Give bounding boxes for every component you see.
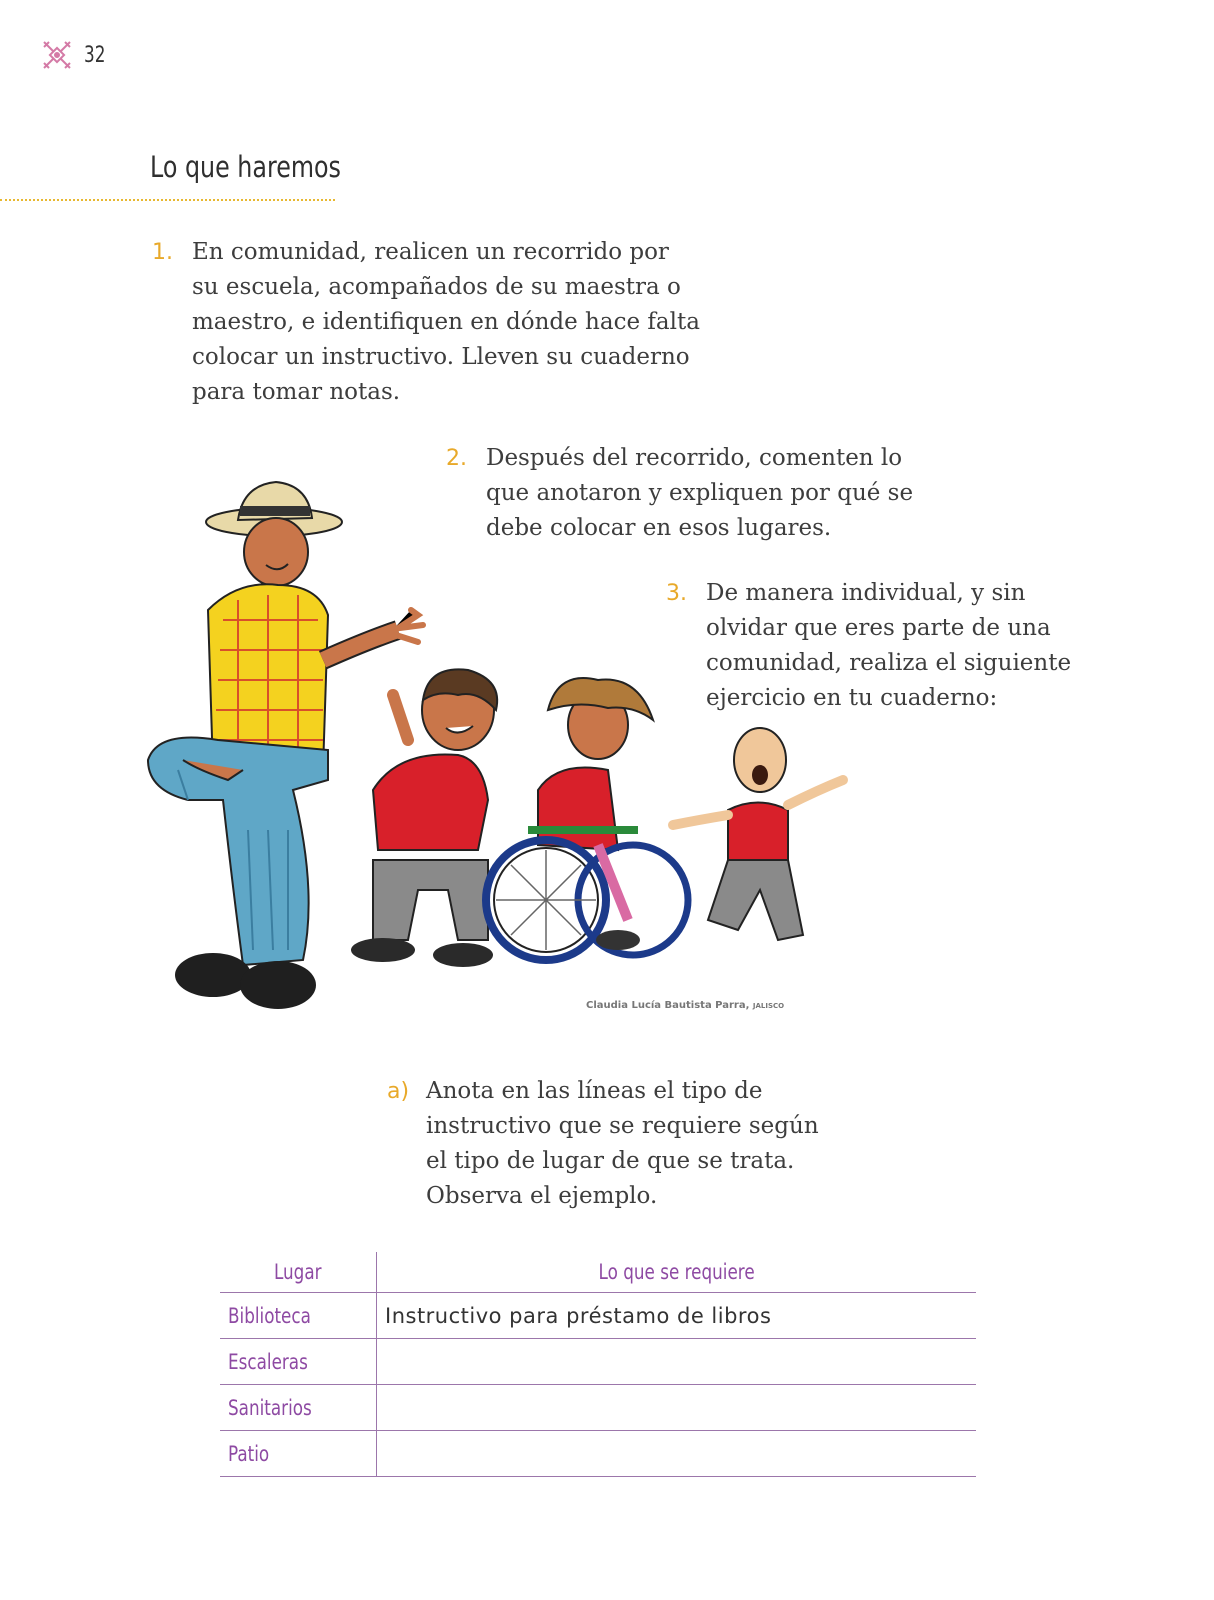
requirement-cell[interactable]: Instructivo para préstamo de libros — [377, 1293, 977, 1339]
table-row — [220, 1431, 976, 1477]
place-cell: Biblioteca — [220, 1293, 377, 1339]
children-and-teacher-illustration — [128, 470, 868, 1030]
step-text: Después del recorrido, comenten lo que anotaron y expliquen por qué se debe colocar en esos lugares. — [486, 445, 914, 541]
table-header-row — [220, 1252, 976, 1293]
place-cell: Patio — [220, 1431, 377, 1477]
credit-name: Claudia Lucía Bautista Parra, — [586, 1000, 750, 1011]
illustration-credit — [586, 1000, 784, 1011]
step-text: En comunidad, realicen un recorrido por su escuela, acompañados de su maestra o maestro, e identifiquen en dónde hace falta colocar un instructivo. Lleven su cuaderno para tomar notas. — [192, 239, 700, 405]
place-cell: Sanitarios — [220, 1385, 377, 1431]
table-row — [220, 1385, 976, 1431]
decorative-star-icon — [40, 38, 74, 72]
requirement-cell[interactable] — [377, 1431, 977, 1477]
requirement-cell[interactable] — [377, 1339, 977, 1385]
page-number: 32 — [84, 42, 106, 68]
step-number: 2. — [446, 446, 467, 471]
girl-in-wheelchair — [486, 678, 688, 960]
step-number: 3. — [666, 581, 687, 606]
step-number: 1. — [152, 240, 173, 265]
credit-place: JALISCO — [752, 1002, 785, 1010]
step-text: De manera individual, y sin olvidar que eres parte de una comunidad, realiza el siguiente ejercicio en tu cuaderno: — [706, 580, 1072, 711]
substep-a — [387, 1074, 886, 1214]
surprised-boy — [673, 728, 843, 940]
section-title: Lo que haremos — [150, 150, 341, 184]
column-header-requirement: Lo que se requiere — [377, 1252, 977, 1293]
page-header — [40, 38, 109, 72]
table-row — [220, 1339, 976, 1385]
requirement-cell[interactable] — [377, 1385, 977, 1431]
place-cell: Escaleras — [220, 1339, 377, 1385]
boy-waving — [351, 669, 497, 967]
substep-label: a) — [387, 1079, 410, 1104]
substep-text: Anota en las líneas el tipo de instructivo que se requiere según el tipo de lugar de que se trata. Observa el ejemplo. — [426, 1078, 819, 1209]
places-table — [220, 1252, 976, 1477]
table-row — [220, 1293, 976, 1339]
title-divider — [0, 199, 335, 201]
column-header-place: Lugar — [220, 1252, 377, 1293]
step-1 — [152, 235, 752, 410]
